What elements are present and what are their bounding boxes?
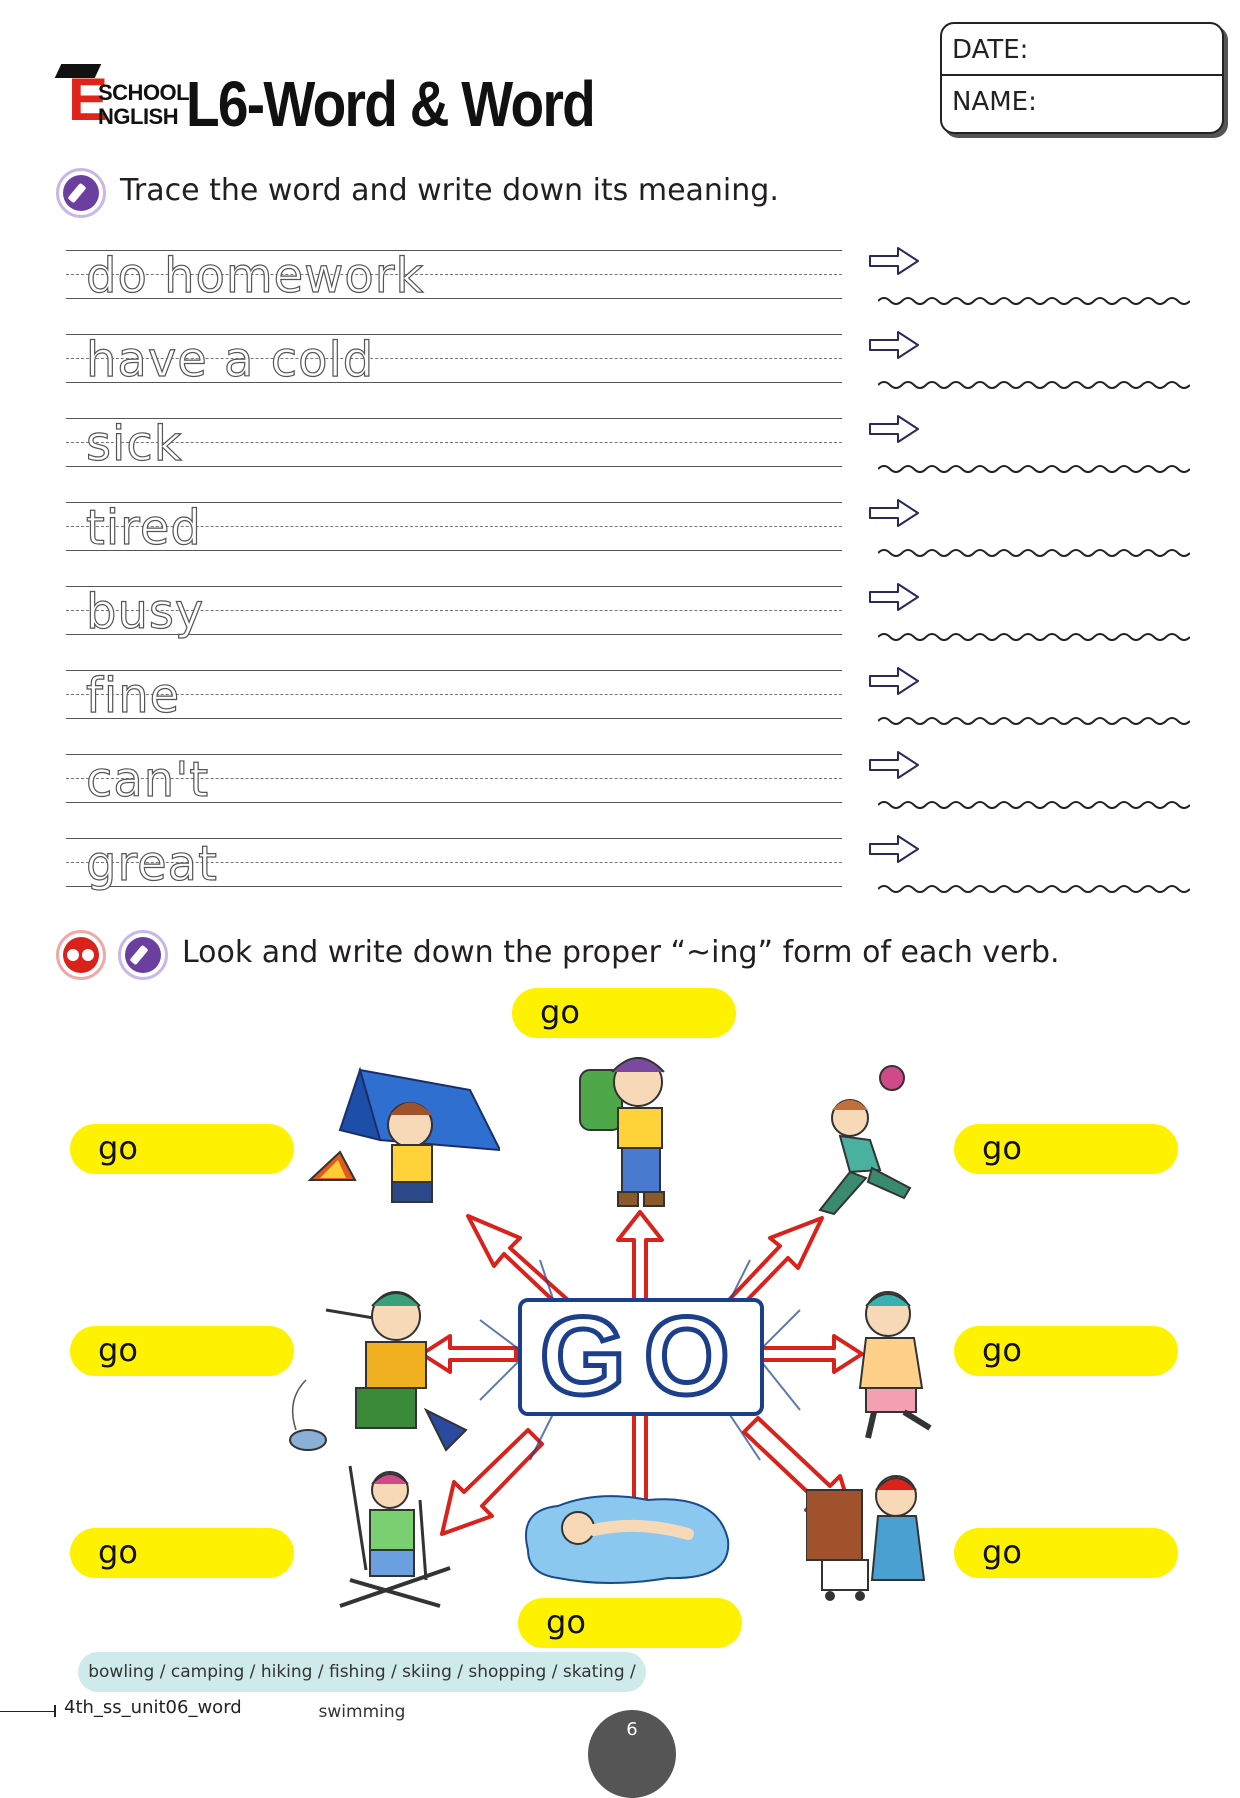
trace-row[interactable] xyxy=(66,502,842,554)
trace-row[interactable] xyxy=(66,418,842,470)
hollow-arrow-icon xyxy=(868,666,920,696)
name-field[interactable]: NAME: xyxy=(952,87,1037,117)
page-number-text: 6 xyxy=(626,1719,638,1740)
trace-row[interactable] xyxy=(66,586,842,638)
pencil-icon xyxy=(118,930,168,980)
date-field[interactable]: DATE: xyxy=(942,24,1222,76)
go-label-top[interactable]: go xyxy=(512,988,736,1038)
hollow-arrow-icon xyxy=(868,834,920,864)
go-label-lower-left[interactable]: go xyxy=(70,1528,294,1578)
skiing-illustration xyxy=(330,1460,460,1610)
guide-line xyxy=(66,718,842,719)
go-label-middle-left[interactable]: go xyxy=(70,1326,294,1376)
bowling-illustration xyxy=(810,1060,930,1220)
date-name-box xyxy=(940,22,1224,134)
page-number xyxy=(588,1710,676,1798)
guide-line xyxy=(66,694,842,695)
logo-line1: SCHOOL xyxy=(98,80,190,105)
skating-illustration xyxy=(838,1278,948,1458)
hollow-arrow-icon xyxy=(868,330,920,360)
guide-line xyxy=(66,670,842,671)
fishing-illustration xyxy=(286,1280,486,1460)
go-center-box xyxy=(518,1295,764,1418)
hollow-arrow-icon xyxy=(868,246,920,276)
trace-row[interactable] xyxy=(66,670,842,722)
school-english-logo xyxy=(58,62,190,133)
swimming-illustration xyxy=(518,1470,734,1588)
go-label-upper-left[interactable]: go xyxy=(70,1124,294,1174)
camping-illustration xyxy=(300,1060,500,1210)
wavy-answer-line[interactable] xyxy=(878,294,1190,308)
trace-row[interactable] xyxy=(66,250,842,302)
logo-line2: NGLISH xyxy=(98,104,179,129)
footer-code: 4th_ss_unit06_word xyxy=(64,1697,242,1718)
hollow-arrow-icon xyxy=(868,750,920,780)
go-label-middle-right[interactable]: go xyxy=(954,1326,1178,1376)
wavy-answer-line[interactable] xyxy=(878,462,1190,476)
trace-word: sick xyxy=(86,416,183,472)
wavy-answer-line[interactable] xyxy=(878,378,1190,392)
hollow-arrow-icon xyxy=(868,414,920,444)
hollow-arrow-icon xyxy=(868,498,920,528)
wavy-answer-line[interactable] xyxy=(878,798,1190,812)
word-bank: bowling / camping / hiking / fishing / skiing / shopping / skating / swimming xyxy=(78,1652,646,1692)
trace-row[interactable] xyxy=(66,838,842,890)
go-label-bottom[interactable]: go xyxy=(518,1598,742,1648)
wavy-answer-line[interactable] xyxy=(878,630,1190,644)
trace-word: tired xyxy=(86,500,202,556)
go-label-lower-right[interactable]: go xyxy=(954,1528,1178,1578)
page-title: L6-Word & Word xyxy=(186,68,595,140)
section1-instruction: Trace the word and write down its meaning. xyxy=(120,173,779,208)
footer-tick xyxy=(54,1705,56,1717)
trace-row[interactable] xyxy=(66,334,842,386)
trace-word: have a cold xyxy=(86,332,375,388)
footer-rule xyxy=(0,1711,56,1712)
hiking-illustration xyxy=(574,1042,684,1222)
trace-row[interactable] xyxy=(66,754,842,806)
logo-initial: E xyxy=(68,66,109,133)
trace-word: busy xyxy=(86,584,205,640)
pencil-icon xyxy=(56,168,106,218)
go-label-upper-right[interactable]: go xyxy=(954,1124,1178,1174)
go-letter-o: O xyxy=(644,1295,730,1418)
shopping-illustration xyxy=(806,1460,936,1610)
go-letter-g: G xyxy=(540,1295,626,1418)
wavy-answer-line[interactable] xyxy=(878,882,1190,896)
section2-instruction: Look and write down the proper “~ing” form of each verb. xyxy=(182,935,1060,970)
trace-word: can't xyxy=(86,752,210,808)
trace-word: fine xyxy=(86,668,181,724)
wavy-answer-line[interactable] xyxy=(878,546,1190,560)
wavy-answer-line[interactable] xyxy=(878,714,1190,728)
eyes-icon xyxy=(56,930,106,980)
trace-word: great xyxy=(86,836,218,892)
trace-word: do homework xyxy=(86,248,425,304)
hollow-arrow-icon xyxy=(868,582,920,612)
